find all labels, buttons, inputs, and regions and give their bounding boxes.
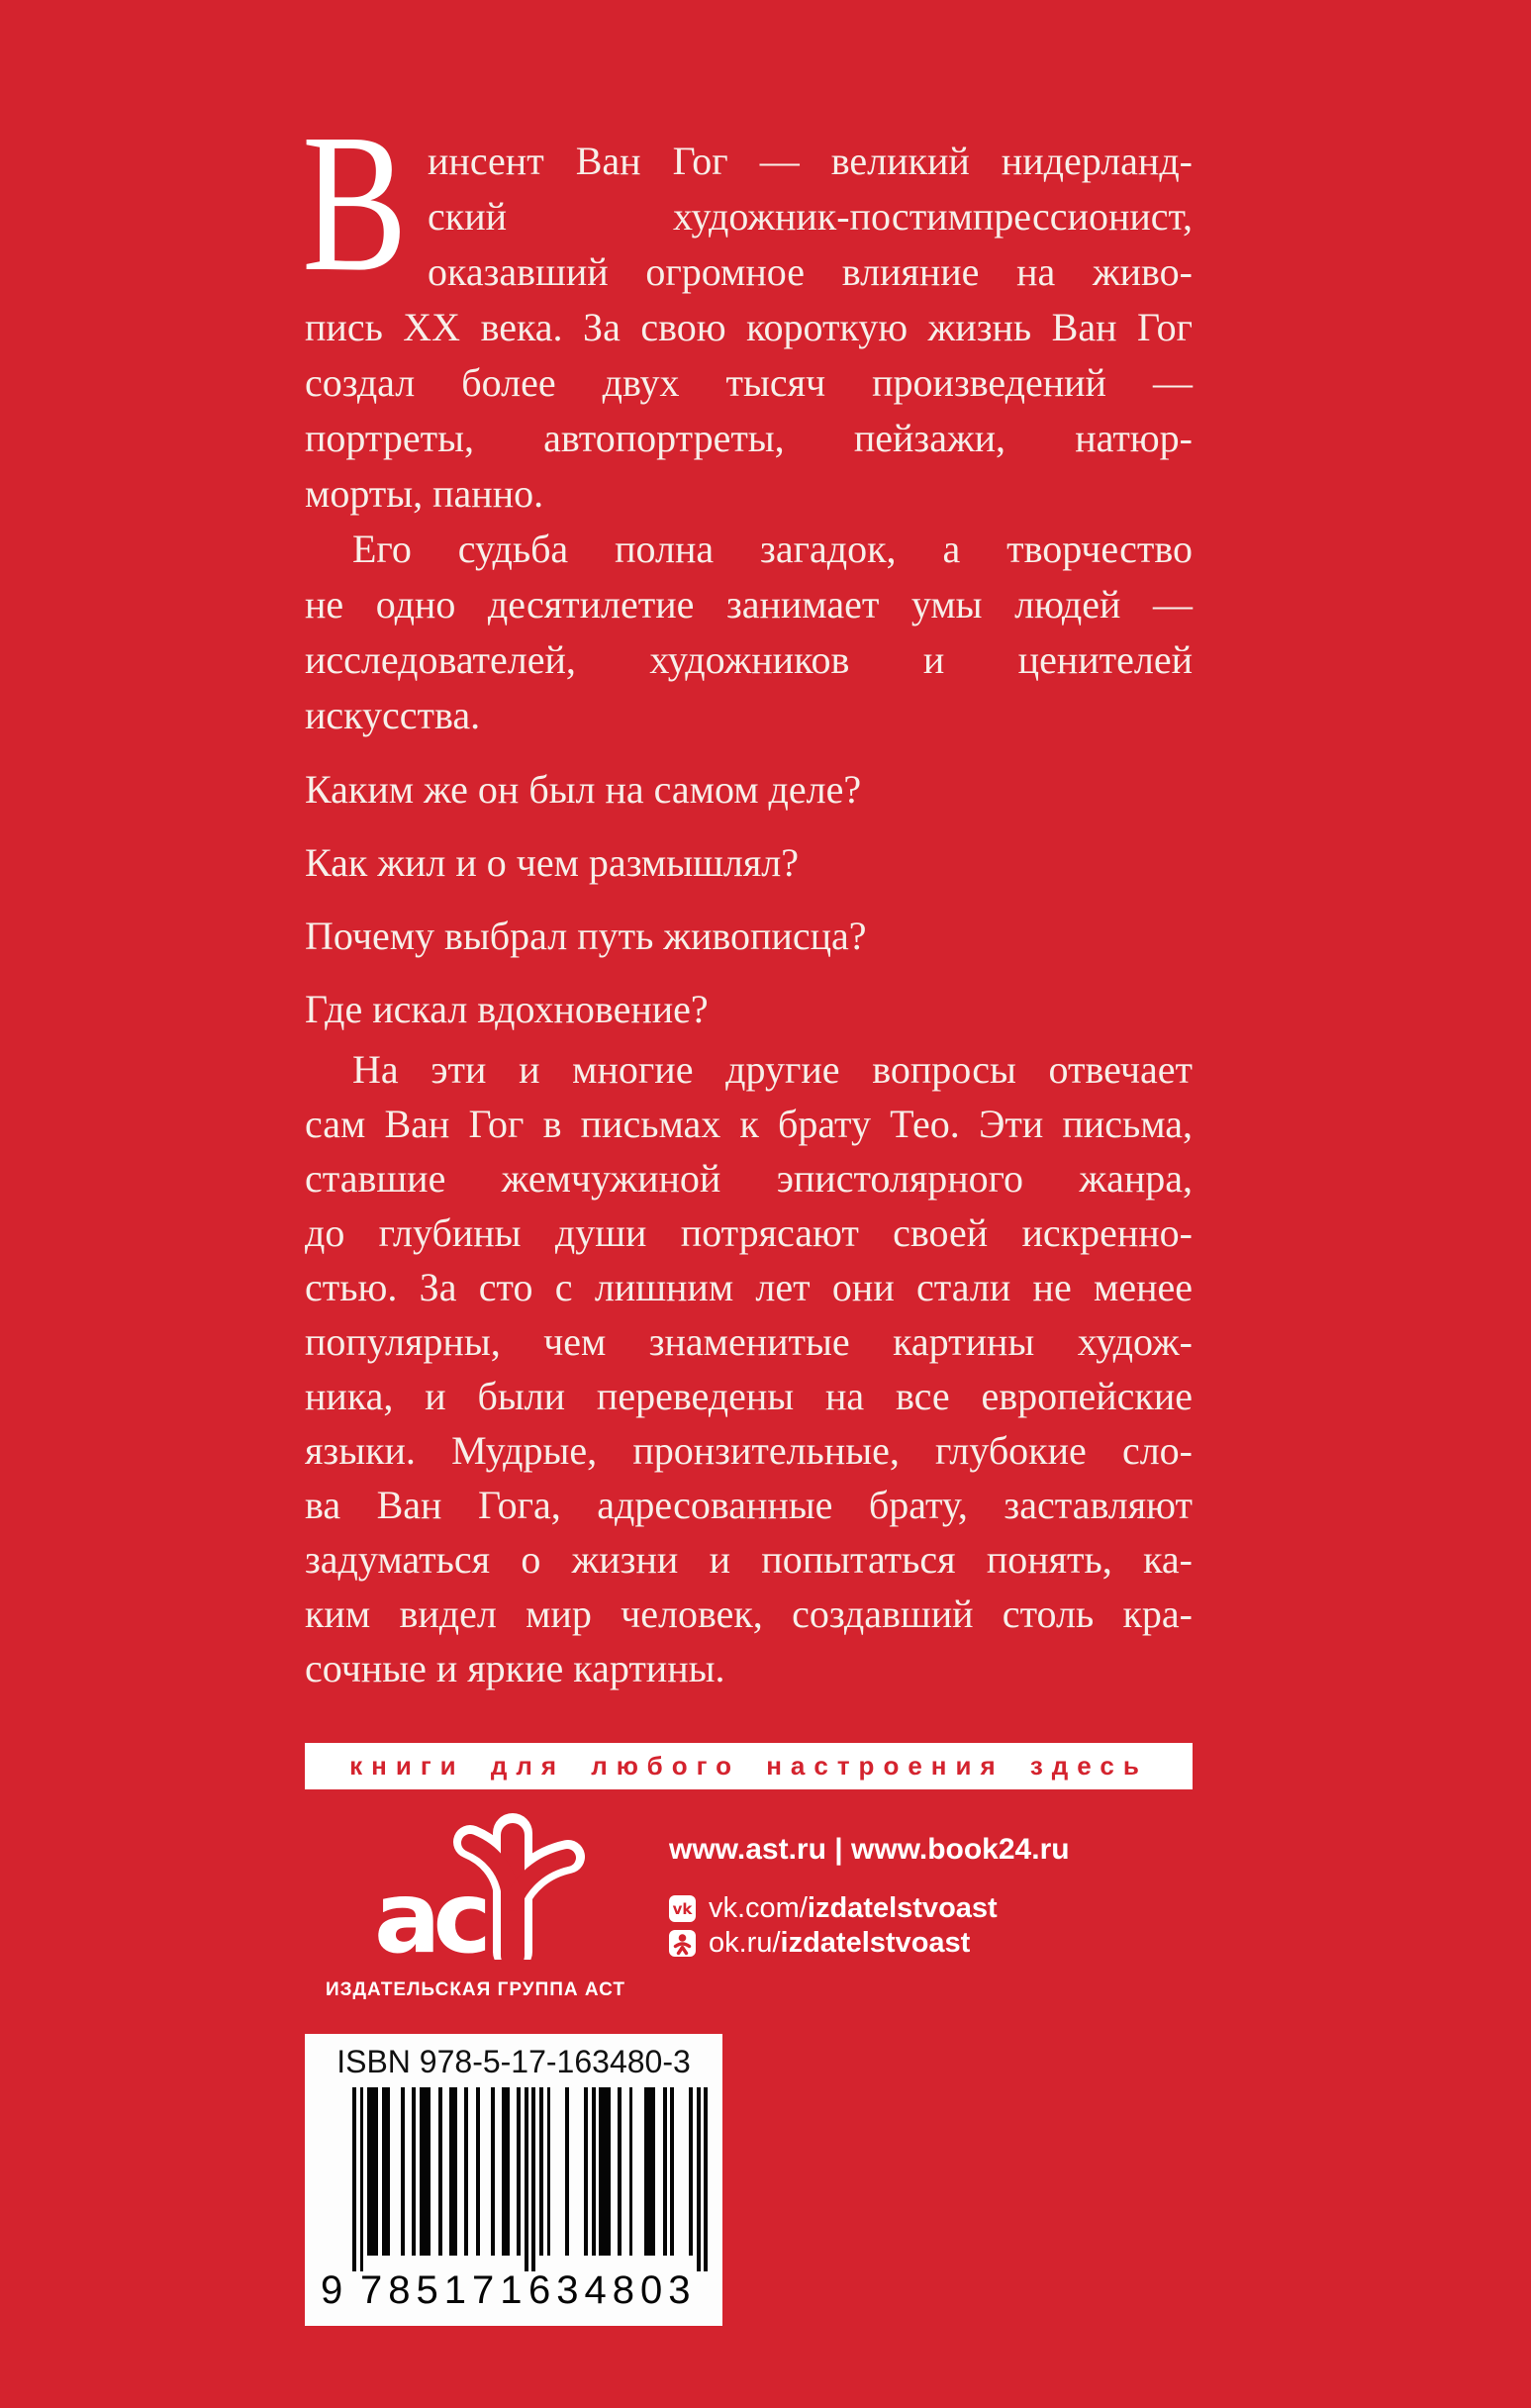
text-line: ника, и были переведены на все европейские — [305, 1374, 1193, 1418]
ast-cactus-icon — [376, 1809, 586, 1960]
barcode-bar — [449, 2087, 457, 2256]
promo-banner — [305, 1743, 1193, 1789]
questions-block — [305, 753, 1193, 1046]
barcode-bar — [367, 2087, 378, 2256]
barcode-bar — [618, 2087, 622, 2256]
isbn-label: ISBN 978-5-17-163480-3 — [336, 2044, 691, 2079]
paragraph-3 — [305, 1042, 1193, 1695]
barcode-bar — [491, 2087, 495, 2256]
text-line: сам Ван Гог в письмах к брату Тео. Эти письма, — [305, 1102, 1193, 1146]
barcode-bar — [420, 2087, 431, 2256]
barcode-bar — [592, 2087, 596, 2256]
barcode-bar — [629, 2087, 633, 2256]
text-line: языки. Мудрые, пронзительные, глубокие сло- — [305, 1428, 1193, 1473]
text-line: сочные и яркие картины. — [305, 1646, 725, 1690]
barcode-bar — [412, 2087, 416, 2256]
text-line: Почему выбрал путь живописца? — [305, 914, 867, 958]
barcode-bar — [697, 2087, 701, 2271]
paragraph-1 — [305, 134, 1193, 522]
paragraph-2 — [305, 522, 1193, 743]
barcode-bar — [502, 2087, 510, 2256]
text-line: Каким же он был на самом деле? — [305, 767, 862, 812]
barcode-digits: 9 785171 634803 — [321, 2268, 697, 2312]
ok-link-row — [669, 1927, 970, 1960]
barcode-bar — [531, 2087, 535, 2271]
ast-publisher-logo — [376, 1809, 586, 1960]
svg-text:vk: vk — [672, 1900, 693, 1918]
barcode-bar — [670, 2087, 674, 2256]
barcode-bar — [704, 2087, 708, 2271]
websites-line: www.ast.ru | www.book24.ru — [669, 1833, 1070, 1866]
barcode-bar — [539, 2087, 543, 2256]
text-line: ский художник-постимпрессионист, — [428, 194, 1193, 239]
text-line: На эти и многие другие вопросы отвечает — [352, 1047, 1193, 1092]
barcode-bar — [599, 2087, 610, 2256]
ok-icon — [669, 1930, 696, 1957]
text-line: инсент Ван Гог — великий нидерланд- — [428, 139, 1193, 183]
text-line: портреты, автопортреты, пейзажи, натюр- — [305, 416, 1193, 460]
text-line: популярны, чем знаменитые картины худож- — [305, 1319, 1193, 1364]
ean13-barcode — [352, 2087, 709, 2271]
publisher-group-label: ИЗДАТЕЛЬСКАЯ ГРУППА АСТ — [325, 1979, 626, 2000]
text-line: ва Ван Гога, адресованные брату, заставляют — [305, 1483, 1193, 1527]
text-line: задуматься о жизни и попытаться понять, ка- — [305, 1537, 1193, 1582]
promo-banner-text: книги для любого настроения здесь — [349, 1751, 1148, 1781]
text-line: морты, панно. — [305, 471, 544, 516]
barcode-bar — [584, 2087, 588, 2256]
vk-link-row — [669, 1892, 998, 1925]
barcode-bar — [360, 2087, 364, 2271]
vk-icon — [669, 1895, 696, 1922]
barcode-bar — [476, 2087, 480, 2256]
barcode-bar — [517, 2087, 521, 2256]
barcode-bar — [547, 2087, 551, 2256]
text-line: не одно десятилетие занимает умы людей — — [305, 582, 1193, 626]
barcode-bar — [644, 2087, 655, 2256]
isbn-box — [305, 2034, 722, 2326]
barcode-bar — [352, 2087, 356, 2271]
text-line: исследователей, художников и ценителей — [305, 637, 1193, 682]
text-line: искусства. — [305, 693, 481, 737]
barcode-bar — [565, 2087, 569, 2256]
text-line: Его судьба полна загадок, а творчество — [352, 527, 1193, 571]
ast-logo-letters: ас — [376, 1860, 484, 1960]
text-line: создал более двух тысяч произведений — — [305, 360, 1193, 405]
publisher-links — [669, 1833, 1070, 1959]
vk-link-text: vk.com/izdatelstvoast — [709, 1892, 998, 1924]
text-line: Где искал вдохновение? — [305, 987, 709, 1031]
barcode-bar — [438, 2087, 442, 2256]
text-line: пись XX века. За свою короткую жизнь Ван Гог — [305, 305, 1193, 349]
text-line: оказавший огромное влияние на живо- — [428, 249, 1193, 294]
barcode-bar — [401, 2087, 405, 2256]
text-line: ким видел мир человек, создавший столь кра- — [305, 1591, 1193, 1636]
barcode-bar — [689, 2087, 693, 2256]
barcode-bar — [525, 2087, 528, 2271]
text-line: стью. За сто с лишним лет они стали не менее — [305, 1265, 1193, 1309]
drop-cap: В — [302, 94, 408, 313]
barcode-bar — [382, 2087, 390, 2256]
barcode-bar — [464, 2087, 468, 2256]
ok-link-text: ok.ru/izdatelstvoast — [709, 1927, 971, 1959]
text-line: Как жил и о чем размышлял? — [305, 840, 799, 885]
text-line: до глубины души потрясают своей искренно- — [305, 1210, 1193, 1255]
barcode-bar — [663, 2087, 667, 2256]
text-line: ставшие жемчужиной эпистолярного жанра, — [305, 1156, 1193, 1201]
